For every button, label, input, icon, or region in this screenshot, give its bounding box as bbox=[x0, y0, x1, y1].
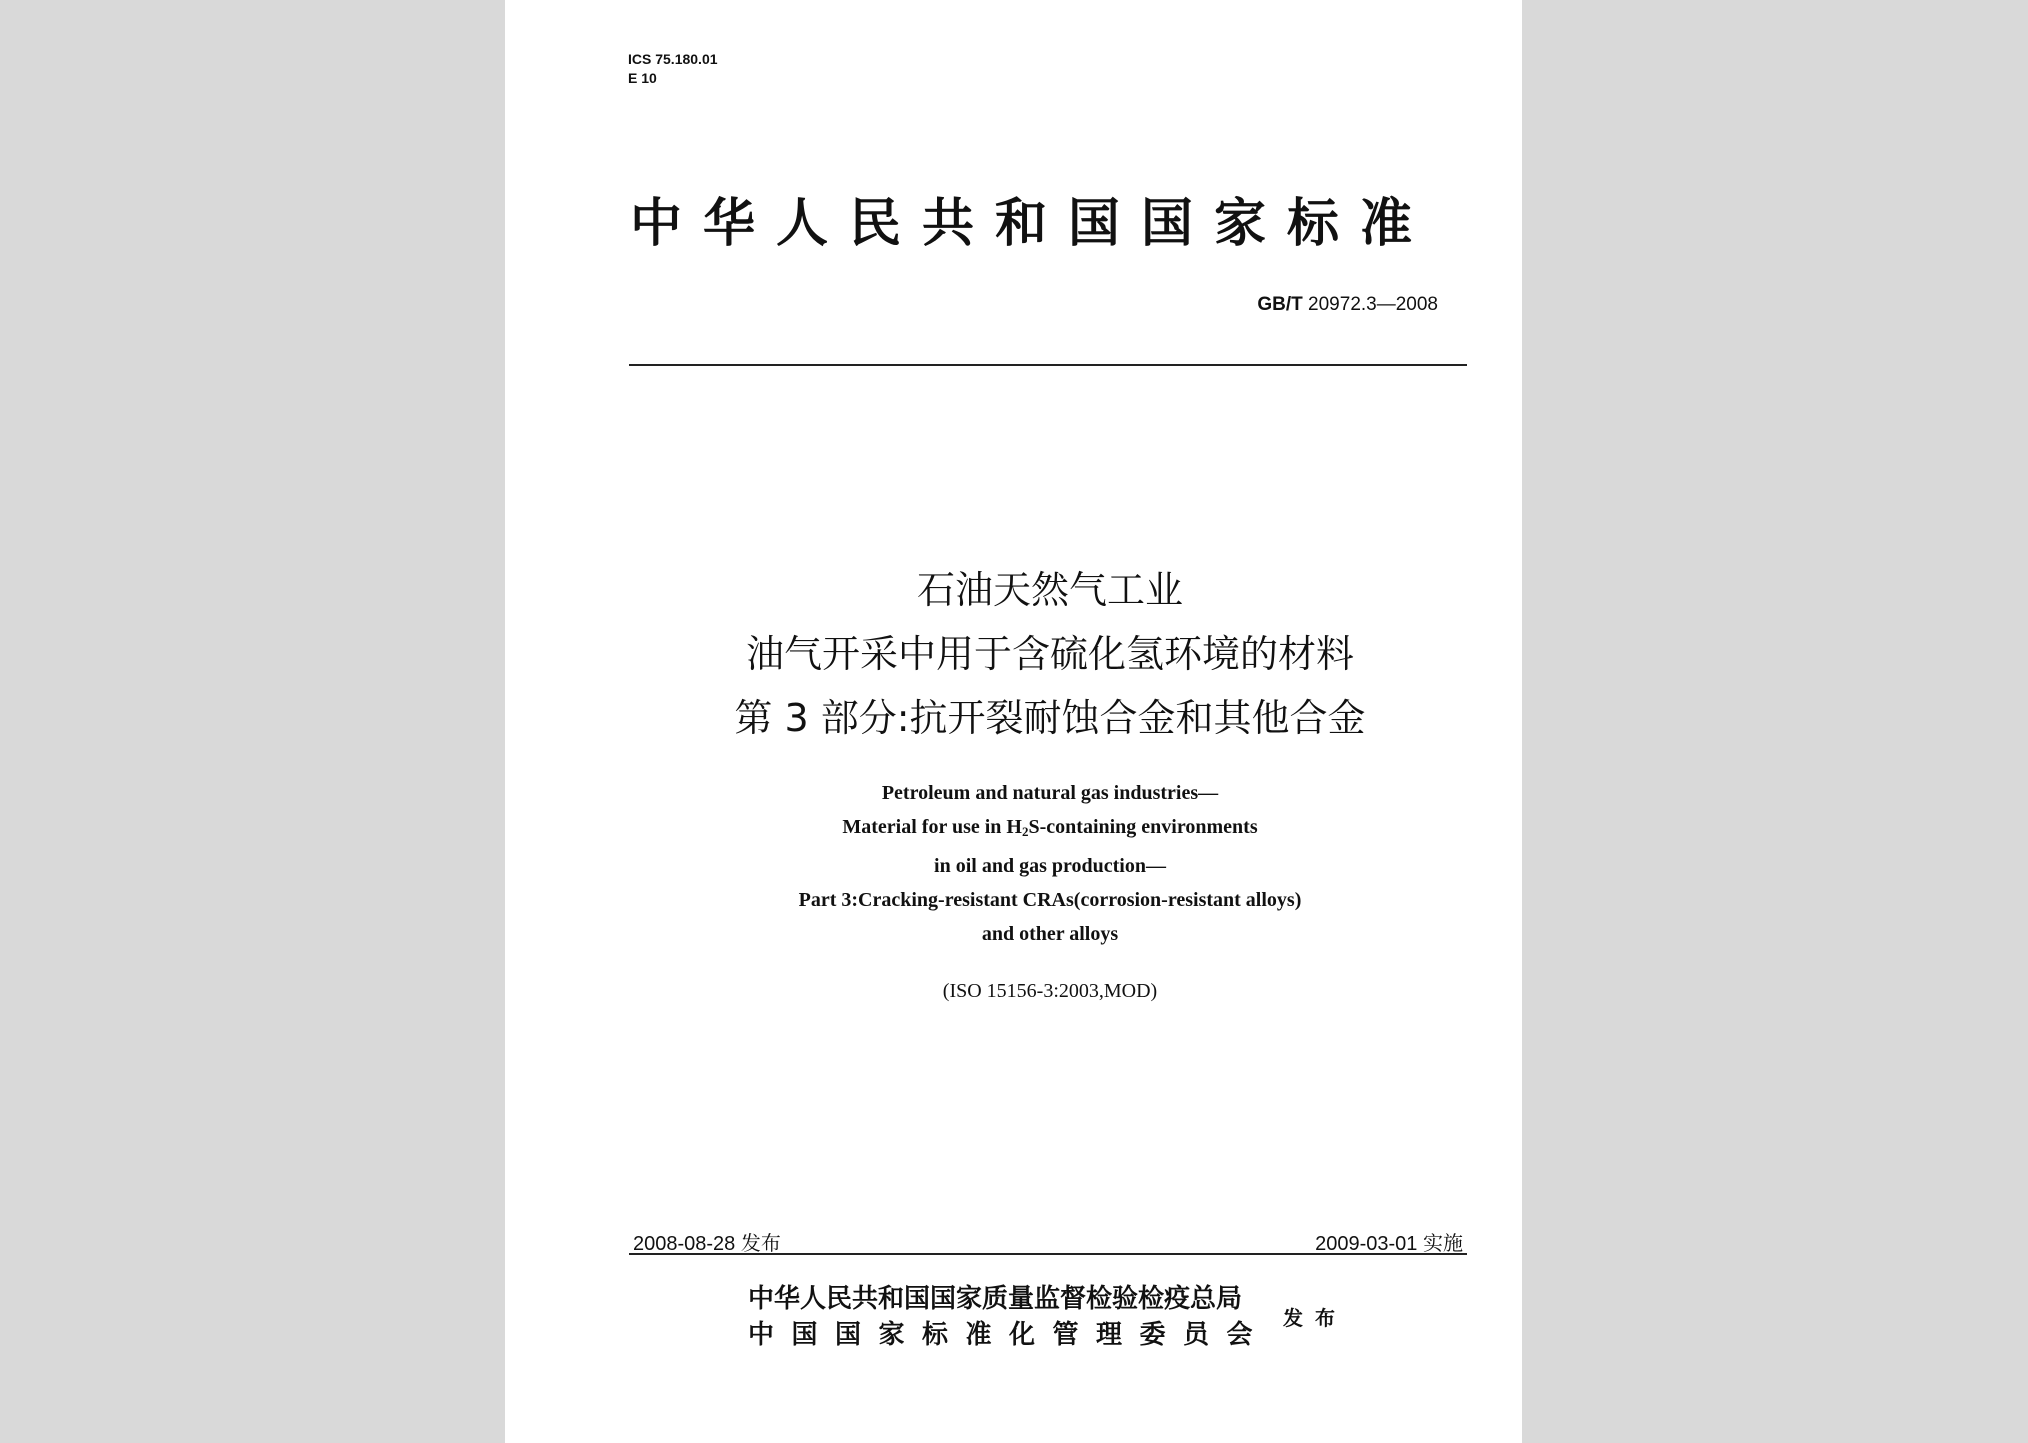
english-title bbox=[505, 776, 1595, 951]
chinese-title bbox=[505, 558, 1595, 750]
issuer-sac: 中国国家标准化管理委员会 bbox=[748, 1320, 1271, 1350]
english-title-line-1: Petroleum and natural gas industries— bbox=[881, 782, 1219, 804]
issue-date: 2008-08-28 发布 bbox=[633, 1233, 781, 1255]
issuer-aqsiq: 中华人民共和国国家质量监督检验检疫总局 bbox=[748, 1284, 1243, 1314]
issue-action: 发布 bbox=[1283, 1306, 1347, 1330]
implementation-date: 2009-03-01 实施 bbox=[1315, 1233, 1463, 1255]
ics-code: ICS 75.180.01 bbox=[628, 51, 718, 67]
english-title-line-3: in oil and gas production— bbox=[934, 855, 1166, 877]
top-divider bbox=[629, 364, 1467, 366]
chinese-title-line-2: 油气开采中用于含硫化氢环境的材料 bbox=[745, 632, 1354, 676]
bottom-divider bbox=[629, 1253, 1467, 1255]
standard-code: 20972.3—2008 bbox=[1308, 294, 1438, 315]
iso-reference: (ISO 15156-3:2003,MOD) bbox=[942, 980, 1158, 1002]
chinese-title-line-3: 第 3 部分:抗开裂耐蚀合金和其他合金 bbox=[734, 696, 1366, 740]
english-title-line-2 bbox=[505, 810, 1595, 849]
chinese-title-line-1: 石油天然气工业 bbox=[916, 568, 1183, 612]
english-title-line-4: Part 3:Cracking-resistant CRAs(corrosion-resistant alloys) bbox=[798, 889, 1302, 911]
national-standard-title: 中华人民共和国国家标准 bbox=[630, 194, 1434, 254]
standard-prefix: GB/T bbox=[1257, 294, 1303, 315]
english-title-line-5: and other alloys bbox=[981, 923, 1119, 945]
english-title-line-2-post: S-containing environments bbox=[1028, 816, 1258, 838]
h2s-subscript: 2 bbox=[1022, 824, 1029, 839]
ccs-code: E 10 bbox=[628, 70, 657, 86]
classification-codes bbox=[628, 50, 718, 88]
standard-number bbox=[1257, 294, 1438, 316]
english-title-line-2-pre: Material for use in H bbox=[842, 816, 1022, 838]
document-page bbox=[505, 0, 1522, 1443]
